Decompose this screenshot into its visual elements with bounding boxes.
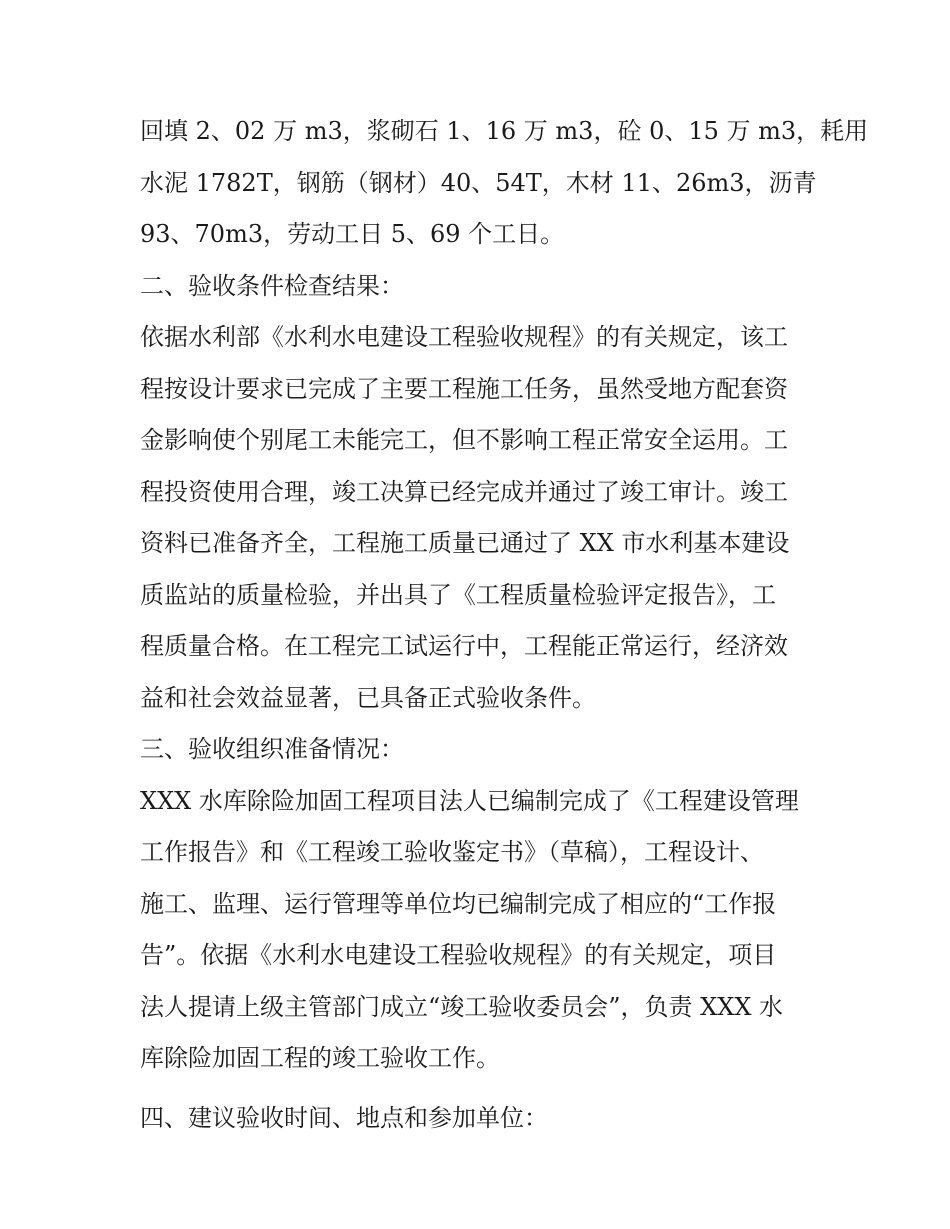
text-line: 质监站的质量检验，并出具了《工程质量检验评定报告》，工	[140, 580, 776, 609]
text-line: 益和社会效益显著，已具备正式验收条件。	[140, 683, 596, 712]
text-line: 程按设计要求已完成了主要工程施工任务，虽然受地方配套资	[140, 374, 788, 403]
document-body	[140, 106, 869, 1144]
text-line: XXX 水库除险加固工程项目法人已编制完成了《工程建设管理	[140, 786, 799, 815]
text-line: 法人提请上级主管部门成立“竣工验收委员会”，负责 XXX 水	[140, 992, 784, 1021]
text-line: 资料已准备齐全，工程施工质量已通过了 XX 市水利基本建设	[140, 529, 790, 557]
paragraph-organization	[140, 776, 820, 1085]
text-line: 水泥 1782T，钢筋（钢材）40、54T，木材 11、26m3，沥青	[140, 168, 817, 197]
text-line: 依据水利部《水利水电建设工程验收规程》的有关规定，该工	[140, 323, 788, 351]
paragraph-acceptance-conditions	[140, 312, 820, 724]
text-line: 库除险加固工程的竣工验收工作。	[140, 1044, 500, 1072]
text-line: 告”。依据《水利水电建设工程验收规程》的有关规定，项目	[140, 941, 777, 969]
paragraph-materials	[140, 106, 869, 261]
text-line: 工作报告》和《工程竣工验收鉴定书》（草稿），工程设计、	[140, 838, 764, 866]
text-line: 金影响使个别尾工未能完工，但不影响工程正常安全运用。工	[140, 426, 788, 454]
text-line: 93、70m3，劳动工日 5、69 个工日。	[140, 220, 565, 248]
text-line: 程投资使用合理，竣工决算已经完成并通过了竣工审计。竣工	[140, 477, 788, 506]
text-line: 施工、监理、运行管理等单位均已编制完成了相应的“工作报	[140, 889, 777, 918]
section-heading-4: 四、建议验收时间、地点和参加单位：	[140, 1103, 548, 1132]
section-heading-3: 三、验收组织准备情况：	[140, 735, 404, 763]
text-line: 回填 2、02 万 m3，浆砌石 1、16 万 m3，砼 0、15 万 m3，耗用	[140, 117, 869, 145]
section-heading-2: 二、验收条件检查结果：	[140, 271, 404, 300]
text-line: 程质量合格。在工程完工试运行中，工程能正常运行，经济效	[140, 632, 788, 660]
